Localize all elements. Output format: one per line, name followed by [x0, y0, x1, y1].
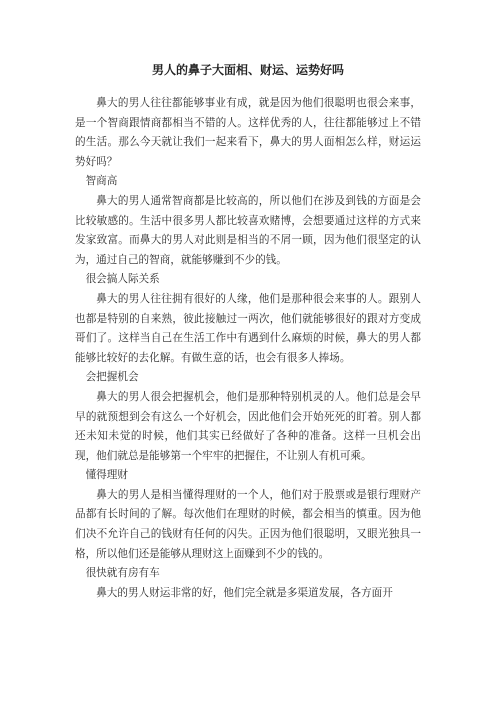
- section-paragraph-opportunity: 鼻大的男人很会把握机会，他们是那种特别机灵的人。他们总是会早早的就预想到会有这么一个好机会，因此他们会开始死死的盯着。别人都还未知未觉的时候，他们其实已经做好了各种的准备。这样一旦机会出现，他们就总是能够第一个牢牢的把握住，不让别人有机可乘。: [75, 390, 421, 462]
- document-body: [75, 94, 421, 603]
- document-title: 男人的鼻子大面相、财运、运势好吗: [151, 63, 344, 77]
- section-paragraph-finance: 鼻大的男人是相当懂得理财的一个人，他们对于股票或是银行理财产品都有长时间的了解。每次他们在理财的时候，都会相当的慎重。因为他们决不允许自己的钱财有任何的闪失。正因为他们很聪明，又眼光独具一格，所以他们还是能够从理财这上面赚到不少的钱的。: [75, 488, 421, 560]
- section-heading-opportunity: 会把握机会: [85, 371, 139, 384]
- section-heading-finance: 懂得理财: [85, 469, 128, 482]
- section-paragraph-house-car: 鼻大的男人财运非常的好，他们完全就是多渠道发展，各方面开: [96, 586, 393, 599]
- intro-paragraph: 鼻大的男人往往都能够事业有成，就是因为他们很聪明也很会来事，是一个智商跟情商都相当不错的人。这样优秀的人，往往都能够过上不错的生活。那么今天就让我们一起来看下，鼻大的男人面相怎么样，财运运势好吗？: [75, 97, 421, 168]
- section-heading-iq: 智商高: [85, 175, 118, 188]
- section-paragraph-iq: 鼻大的男人通常智商都是比较高的，所以他们在涉及到钱的方面是会比较敏感的。生活中很多男人都比较喜欢赌博，会想要通过这样的方式来发家致富。而鼻大的男人对此则是相当的不屑一顾，因为他们很坚定的认为，通过自己的智商，就能够赚到不少的钱。: [75, 194, 421, 266]
- section-paragraph-relationships: 鼻大的男人往往拥有很好的人缘，他们是那种很会来事的人。跟别人也都是特别的自来熟，彼此接触过一两次，他们就能够很好的跟对方变成哥们了。这样当自己在生活工作中有遇到什么麻烦的时候，鼻大的男人都能够比较好的去化解。有做生意的话，也会有很多人捧场。: [75, 292, 421, 364]
- section-heading-relationships: 很会搞人际关系: [85, 273, 160, 286]
- section-heading-house-car: 很快就有房有车: [85, 567, 160, 580]
